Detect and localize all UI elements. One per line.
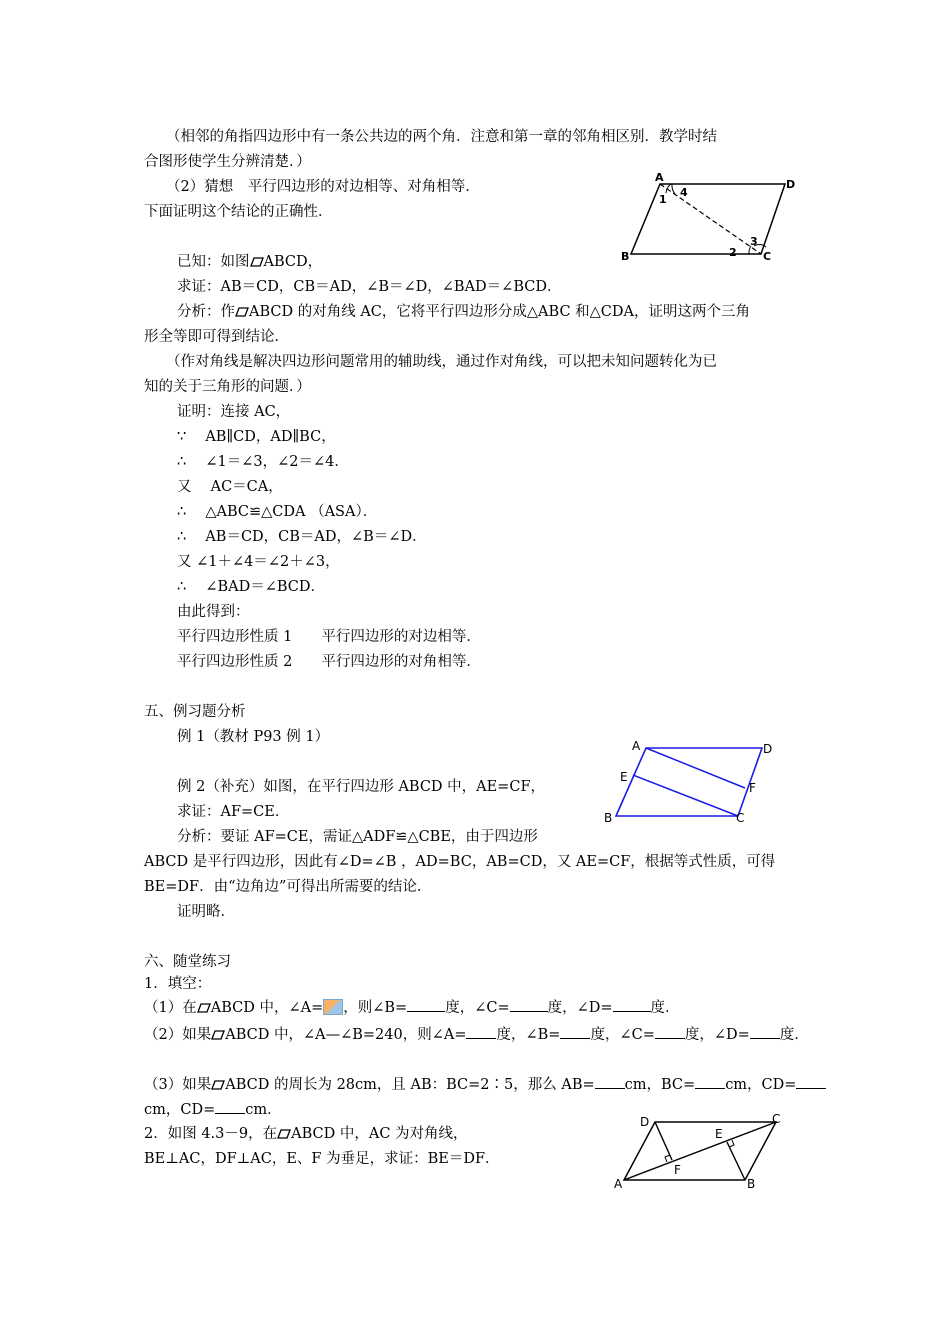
text-line: 下面证明这个结论的正确性． xyxy=(144,204,333,220)
label-angle-3: 3 xyxy=(750,235,758,248)
label-e: E xyxy=(715,1127,723,1141)
label-c: C xyxy=(772,1112,781,1126)
exercise-line xyxy=(144,1124,468,1144)
parallelogram-symbol-icon xyxy=(211,1030,225,1039)
answer-blank[interactable] xyxy=(655,1024,685,1039)
text-line: 证明：连接 AC， xyxy=(177,404,291,420)
text-line: （相邻的角指四边形中有一条公共边的两个角．注意和第一章的邻角相区别．教学时结 xyxy=(166,129,717,145)
parallelogram-figure-1 xyxy=(615,168,800,263)
text-line: ∵ AB∥CD，AD∥BC， xyxy=(177,429,336,445)
label-a: A xyxy=(614,1177,623,1191)
text-line: ∴ ∠BAD＝∠BCD． xyxy=(177,579,326,595)
label-b: B xyxy=(621,250,630,263)
label-c: C xyxy=(763,250,772,263)
answer-blank[interactable] xyxy=(595,1074,625,1089)
text-line: ABCD 是平行四边形，因此有∠D=∠B ，AD=BC，AB=CD，又 AE=CF，根据等式性质，可得 xyxy=(144,854,776,870)
text-run: ABCD 的周长为 28cm，且 AB：BC=2∶5，那么 AB= xyxy=(225,1077,595,1093)
parallelogram-figure-3 xyxy=(612,1108,792,1194)
parallelogram-outline xyxy=(616,748,762,816)
text-line: ∴ AB＝CD，CB＝AD，∠B＝∠D． xyxy=(177,529,427,545)
exercise-line xyxy=(144,1074,826,1095)
label-f: F xyxy=(674,1163,681,1177)
answer-blank[interactable] xyxy=(215,1099,245,1114)
text-line: 分析：要证 AF=CE，需证△ADF≌△CBE，由于四边形 xyxy=(177,829,538,845)
text-line: 平行四边形性质 1 平行四边形的对边相等． xyxy=(177,629,481,645)
answer-blank[interactable] xyxy=(613,997,651,1012)
text-line xyxy=(177,252,322,272)
text-run: 度，∠D= xyxy=(547,1000,613,1016)
answer-blank[interactable] xyxy=(560,1024,590,1039)
label-angle-1: 1 xyxy=(659,193,667,206)
text-line: 合图形使学生分辨清楚．） xyxy=(144,154,311,170)
text-run: 度，∠C= xyxy=(590,1027,655,1043)
text-run: 度，∠D= xyxy=(684,1027,750,1043)
text-run: （1）在 xyxy=(144,1000,197,1016)
text-run: （3）如果 xyxy=(144,1077,212,1093)
answer-blank[interactable] xyxy=(796,1074,826,1089)
parallelogram-symbol-icon xyxy=(250,257,264,266)
text-run: cm． xyxy=(245,1102,282,1118)
label-d: D xyxy=(640,1115,650,1129)
text-line: BE=DF．由“边角边”可得出所需要的结论． xyxy=(144,879,432,895)
text-line: 求证：AF=CE． xyxy=(177,804,290,820)
text-run: 分析：作 xyxy=(177,304,235,320)
text-line: 证明略． xyxy=(177,904,235,920)
text-line: 平行四边形性质 2 平行四边形的对角相等． xyxy=(177,654,481,670)
parallelogram-outline xyxy=(631,184,785,254)
text-line: 又 ∠1＋∠4＝∠2＋∠3， xyxy=(177,554,340,570)
segment-af xyxy=(646,748,745,788)
exercise-line xyxy=(144,997,680,1018)
answer-blank[interactable] xyxy=(695,1074,725,1089)
label-a: A xyxy=(632,739,641,753)
text-run: 2．如图 4.3－9，在 xyxy=(144,1126,278,1142)
text-run: ABCD 的对角线 AC，它将平行四边形分成△ABC 和△CDA，证明这两个三角 xyxy=(249,304,750,320)
answer-blank[interactable] xyxy=(750,1024,780,1039)
text-run: 已知：如图 xyxy=(177,254,250,270)
broken-image-icon xyxy=(323,999,343,1015)
text-line: ∴ ∠1＝∠3，∠2＝∠4． xyxy=(177,454,349,470)
answer-blank[interactable] xyxy=(407,997,445,1012)
parallelogram-symbol-icon xyxy=(277,1129,291,1138)
text-run: ABCD， xyxy=(263,254,323,270)
text-line: BE⊥AC，DF⊥AC，E、F 为垂足，求证：BE＝DF． xyxy=(144,1151,500,1167)
label-b: B xyxy=(604,811,613,825)
exercise-line xyxy=(144,1099,282,1120)
text-run: ABCD 中，AC 为对角线， xyxy=(291,1126,468,1142)
text-run: cm，CD= xyxy=(144,1102,216,1118)
text-run: 度，∠B= xyxy=(496,1027,561,1043)
label-d: D xyxy=(786,178,796,191)
segment-be xyxy=(727,1142,745,1180)
right-angle-mark xyxy=(665,1155,670,1162)
text-run: ABCD 中，∠A= xyxy=(210,1000,324,1016)
text-line: 由此得到： xyxy=(177,604,250,620)
text-run: （2）如果 xyxy=(144,1027,212,1043)
exercise-line xyxy=(144,1024,809,1045)
parallelogram-symbol-icon xyxy=(211,1080,225,1089)
text-line: 求证：AB＝CD，CB＝AD，∠B＝∠D，∠BAD＝∠BCD． xyxy=(177,279,562,295)
section-heading: 六、随堂练习 xyxy=(144,954,231,970)
parallelogram-symbol-icon xyxy=(197,1003,211,1012)
label-d: D xyxy=(763,742,773,756)
segment-df xyxy=(655,1122,672,1160)
text-run: ABCD 中，∠A—∠B=240，则∠A= xyxy=(225,1027,467,1043)
text-line: 形全等即可得到结论． xyxy=(144,329,289,345)
text-run: 度． xyxy=(779,1027,809,1043)
text-line: （2）猜想 平行四边形的对边相等、对角相等． xyxy=(166,179,480,195)
label-b: B xyxy=(747,1177,756,1191)
text-run: 度，∠C= xyxy=(445,1000,510,1016)
text-run: cm，CD= xyxy=(725,1077,797,1093)
answer-blank[interactable] xyxy=(466,1024,496,1039)
text-line: 知的关于三角形的问题．） xyxy=(144,379,311,395)
text-line: 例 2（补充）如图，在平行四边形 ABCD 中，AE=CF， xyxy=(177,779,546,795)
label-a: A xyxy=(655,171,664,184)
text-line: 例 1（教材 P93 例 1） xyxy=(177,729,330,745)
text-run: 度． xyxy=(650,1000,680,1016)
label-f: F xyxy=(749,781,756,795)
parallelogram-symbol-icon xyxy=(235,307,249,316)
label-c: C xyxy=(736,811,745,825)
answer-blank[interactable] xyxy=(510,997,548,1012)
right-angle-mark xyxy=(729,1140,734,1147)
text-run: cm，BC= xyxy=(624,1077,696,1093)
parallelogram-figure-2 xyxy=(600,736,785,831)
diagonal-ac xyxy=(624,1122,776,1180)
text-run: ，则∠B= xyxy=(343,1000,408,1016)
text-line: ∴ △ABC≌△CDA （ASA）． xyxy=(177,504,378,520)
text-line: 又 AC＝CA， xyxy=(177,479,283,495)
label-angle-2: 2 xyxy=(729,246,737,259)
label-e: E xyxy=(620,770,628,784)
angle-arc xyxy=(672,184,675,194)
text-line xyxy=(177,302,750,322)
text-line: （作对角线是解决四边形问题常用的辅助线，通过作对角线，可以把未知问题转化为已 xyxy=(166,354,717,370)
segment-ce xyxy=(633,775,738,816)
section-heading: 五、例习题分析 xyxy=(144,704,246,720)
diagonal-ac xyxy=(660,184,761,254)
label-angle-4: 4 xyxy=(680,186,688,199)
text-line: 1．填空： xyxy=(144,976,212,992)
